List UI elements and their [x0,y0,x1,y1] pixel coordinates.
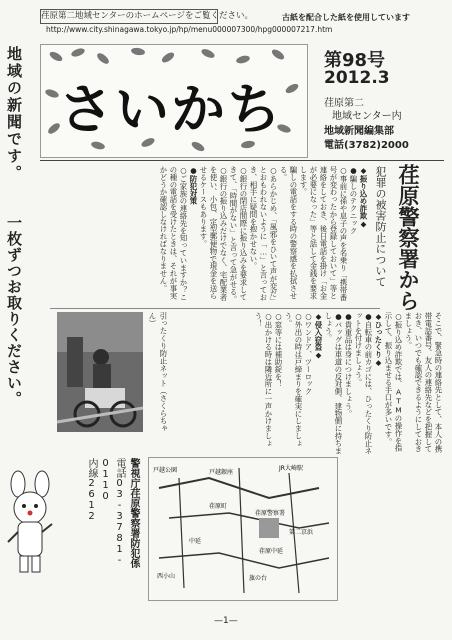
right-para: ●バッグは車道の反対側、建物側に持ちましょう。 [324,312,343,455]
mid-divider [50,308,380,309]
article-right-columns [158,312,443,458]
top-para: ○銀行の振り込みだけでなく、宅配業者を使い、小包、定型郵便物で現金を送らせるケースもあります。 [199,166,228,301]
office-phone: 電話(3782)2000 [324,140,409,151]
office-line-2: 地域センター内 [332,111,402,122]
contact-line: 警視庁荏原警察署防犯係 [128,458,139,568]
article-heading: 荏原警察署から [396,164,420,311]
area-map [148,457,338,601]
right-para: ○出かける時は隣近所に一声かけましょう！ [254,312,273,447]
map-label: JR大崎駅 [279,465,303,472]
right-para: ○外出の時は戸締まりを確実にしましょう。 [284,312,303,447]
top-para: 騙しの電話をする時の警察感を払拭させる。 [279,166,298,300]
map-label: 戸越銀座 [209,469,234,476]
map-label: 戸越公園 [153,467,178,474]
top-para: ●防犯対策 [189,166,198,205]
article-subheading: 犯罪の被害防止について [374,166,387,287]
top-para: ◆振り込め詐欺◆ [359,166,368,229]
take-one-notice: 一枚ずつお取りください。 [5,215,23,407]
contact-line: 内線2612 [86,458,97,522]
homepage-notice: 荏原第二地域センターのホームページをご覧ください。 [40,9,218,24]
right-para: ○ワンドア、ツーロック [304,312,313,395]
right-para: ○窓等には補助錠を！ [274,312,283,388]
masthead [40,44,308,158]
map-label: 荏原町 [209,503,228,510]
map-label: 中延 [189,538,202,545]
top-para: ○あらかじめ、「風邪をひいて声が変だ」とおもわれないように「…」と言っておき、相手に疑問を抱かせない。 [249,166,278,301]
bike-net-photo [57,312,143,432]
map-label: 第二京浜 [289,529,314,536]
map-label: 荏原中延 [259,548,284,555]
map-label: 荏原警察署 [255,510,286,517]
issue-date: 2012.3 [324,68,390,88]
map-label: 旗の台 [249,575,268,582]
right-para: ○振り込め詐欺では、ATMの操作を指示して、振り込ませる手口が多いです。 [384,312,403,452]
local-paper-label: 地域の新聞です。 [5,46,23,182]
recycled-paper-note: 古紙を配合した紙を使用しています [282,13,410,22]
page-number: —1— [214,616,238,626]
right-para: ◆ひったくり◆ [374,312,383,367]
header-divider [40,160,444,161]
office-line-1: 荏原第二 [324,98,364,109]
issue-number: 第98号 [324,50,386,71]
top-para: ○銀行の閉店間際に振り込みを要求してきて、「時間がない」と言って急がせる。 [229,166,248,303]
homepage-url[interactable]: http://www.city.shinagawa.tokyo.jp/hp/menu000007300/hpg000007217.htm [46,25,333,34]
article-top-columns [50,166,368,304]
map-label: 西小山 [157,573,176,580]
police-contact [60,458,140,600]
top-para: ○ご家族の連絡先を知っていますか？この種の電話を受けたときは、それが事実かどうか確認しなければなりません。 [159,166,188,301]
photo-caption: 引ったくり防止ネット（さくらちゃん） [148,312,168,432]
right-para: ●自転車の前カゴには、ひったくり防止ネットを付けましょう。 [354,312,373,455]
right-para: ◆侵入窃盗◆ [314,312,323,360]
police-mascot-pipo [6,470,56,580]
right-para: そこで、緊急時の連絡先として、本人の携帯電話番号、友人の連絡先などを把握しておき、いつでも確認できるようにしておきましょう。 [404,312,443,453]
top-para: ○事前に孫や息子の声を名乗り「携帯番号が変わったから登録しておいて」等と連絡をしておき、後日電話を掛け「お金が必要になった」等と話して金銭を要求します。 [299,166,348,301]
office-line-3: 地域新聞編集部 [324,126,394,137]
top-para: ●騙しのテクニック [349,166,358,235]
right-para: ●貴重品は身につけましょう。 [344,312,353,418]
contact-line: 電話03-3781-0110 [100,458,125,566]
masthead-title: さいかち [59,78,283,141]
